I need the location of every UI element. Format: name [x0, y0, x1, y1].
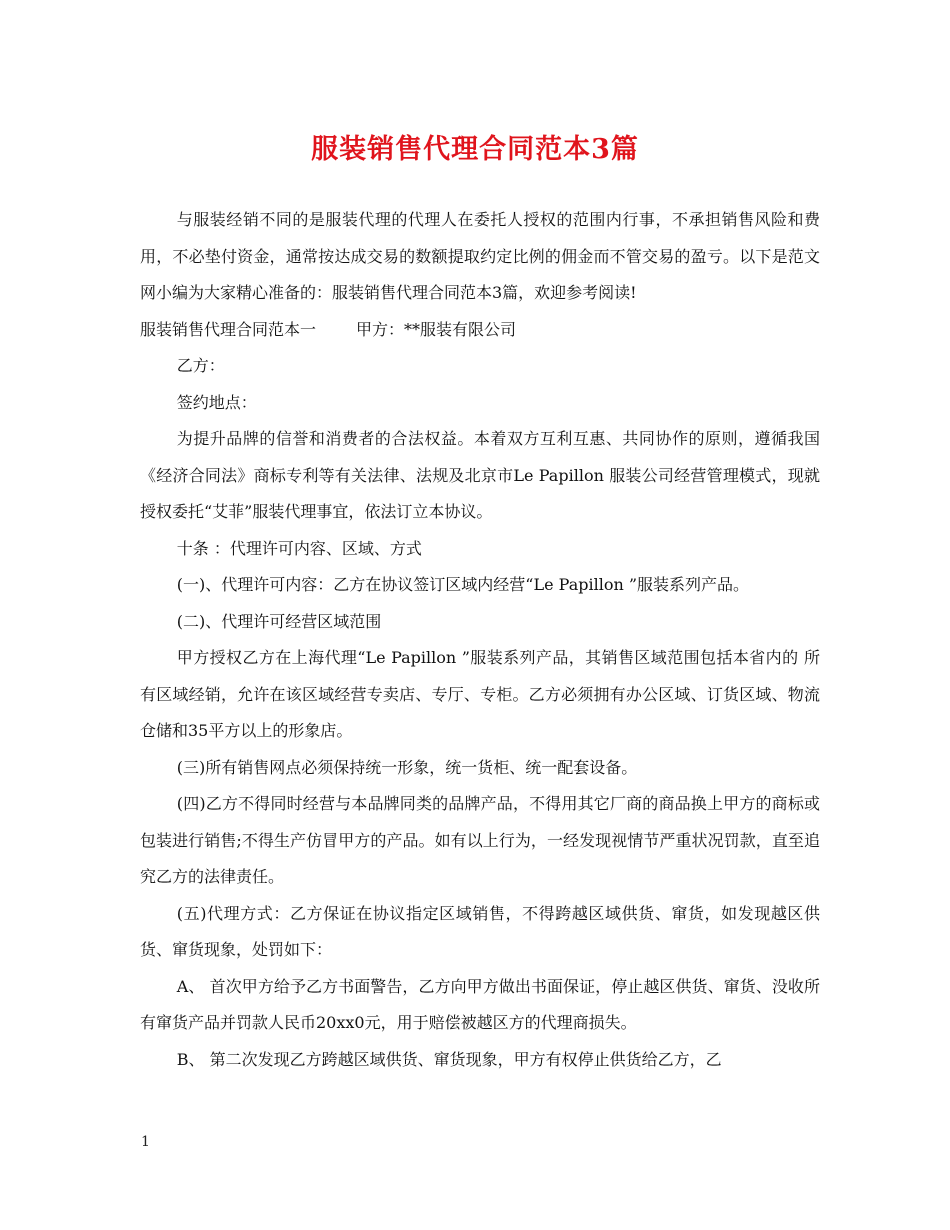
- intro-paragraph: 与服装经销不同的是服装代理的代理人在委托人授权的范围内行事，不承担销售风险和费用，不必垫付资金，通常按达成交易的数额提取约定比例的佣金而不管交易的盈亏。以下是范文网小编为大家精心准备的：服装销售代理合同范本3篇，欢迎参考阅读!: [140, 210, 820, 302]
- section-heading-line: [140, 312, 820, 349]
- item-2-heading: (二)、代理许可经营区域范围: [176, 611, 382, 631]
- item-4: (四)乙方不得同时经营与本品牌同类的品牌产品，不得用其它厂商的商品换上甲方的商标或包装进行销售;不得生产仿冒甲方的产品。如有以上行为，一经发现视情节严重状况罚款，直至追究乙方的法律责任。: [140, 794, 820, 886]
- item-1: (一)、代理许可内容：乙方在协议签订区域内经营“Le Papillon ”服装系列产品。: [176, 575, 750, 594]
- page-number: 1: [141, 1134, 150, 1150]
- article-ten-heading: 十条 ：代理许可内容、区域、方式: [176, 538, 422, 558]
- party-a: 甲方：**服装有限公司: [356, 319, 517, 339]
- document-title: 服装销售代理合同范本3篇: [311, 134, 639, 165]
- clause-a: A、 首次甲方给予乙方书面警告，乙方向甲方做出书面保证，停止越区供货、窜货、没收所有窜货产品并罚款人民币20xx0元，用于赔偿被越区方的代理商损失。: [140, 976, 820, 1032]
- party-b: 乙方：: [176, 356, 225, 375]
- item-5: (五)代理方式：乙方保证在协议指定区域销售，不得跨越区域供货、窜货，如发现越区供货、窜货现象，处罚如下：: [140, 903, 820, 959]
- item-2-body: 甲方授权乙方在上海代理“Le Papillon ”服装系列产品，其销售区域范围包括本省内的 所有区域经销，允许在该区域经营专卖店、专厅、专柜。乙方必须拥有办公区域、订货区域、物流仓储和35平方以上的形象店。: [140, 648, 820, 740]
- sign-place: 签约地点：: [176, 392, 257, 412]
- clause-b: B、 第二次发现乙方跨越区域供货、窜货现象，甲方有权停止供货给乙方，乙: [176, 1049, 722, 1069]
- section-title: 服装销售代理合同范本一: [140, 319, 317, 339]
- item-3: (三)所有销售网点必须保持统一形象，统一货柜、统一配套设备。: [176, 757, 638, 777]
- document-body: [140, 202, 820, 1078]
- preamble-paragraph: 为提升品牌的信誉和消费者的合法权益。本着双方互利互惠、共同协作的原则，遵循我国《经济合同法》商标专利等有关法律、法规及北京市Le Papillon 服装公司经营管理模式，现就授权委托“艾菲”服装代理事宜，依法订立本协议。: [140, 429, 820, 521]
